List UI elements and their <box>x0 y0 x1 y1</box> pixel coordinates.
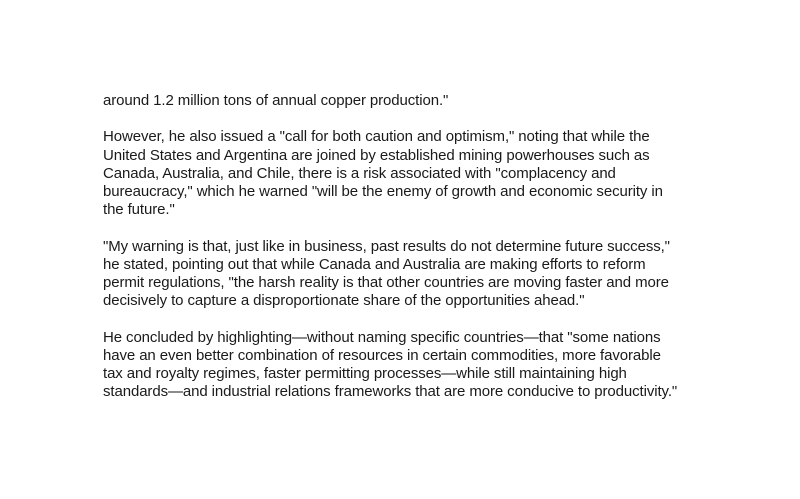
paragraph-warning-quote: "My warning is that, just like in business, past results do not determine future success," he stated, pointing out that while Canada and Australia are making efforts to reform permit regulations, "the harsh reality is that other countries are moving faster and more decisively to capture a disproportionate share of the opportunities ahead." <box>103 237 670 310</box>
paragraph-conclusion: He concluded by highlighting—without naming specific countries—that "some nations have an even better combination of resources in certain commodities, more favorable tax and royalty regimes, faster permitting processes—while still maintaining high standards—and industrial relations frameworks that are more conducive to productivity." <box>103 328 678 401</box>
article-body <box>103 92 723 401</box>
paragraph-copper-production: around 1.2 million tons of annual copper production." <box>103 92 449 109</box>
paragraph-caution-optimism: However, he also issued a "call for both caution and optimism," noting that while the United States and Argentina are joined by established mining powerhouses such as Canada, Australia, and Chile, there is a risk associated with "complacency and bureaucracy," which he warned "will be the enemy of growth and economic security in the future." <box>103 128 663 219</box>
